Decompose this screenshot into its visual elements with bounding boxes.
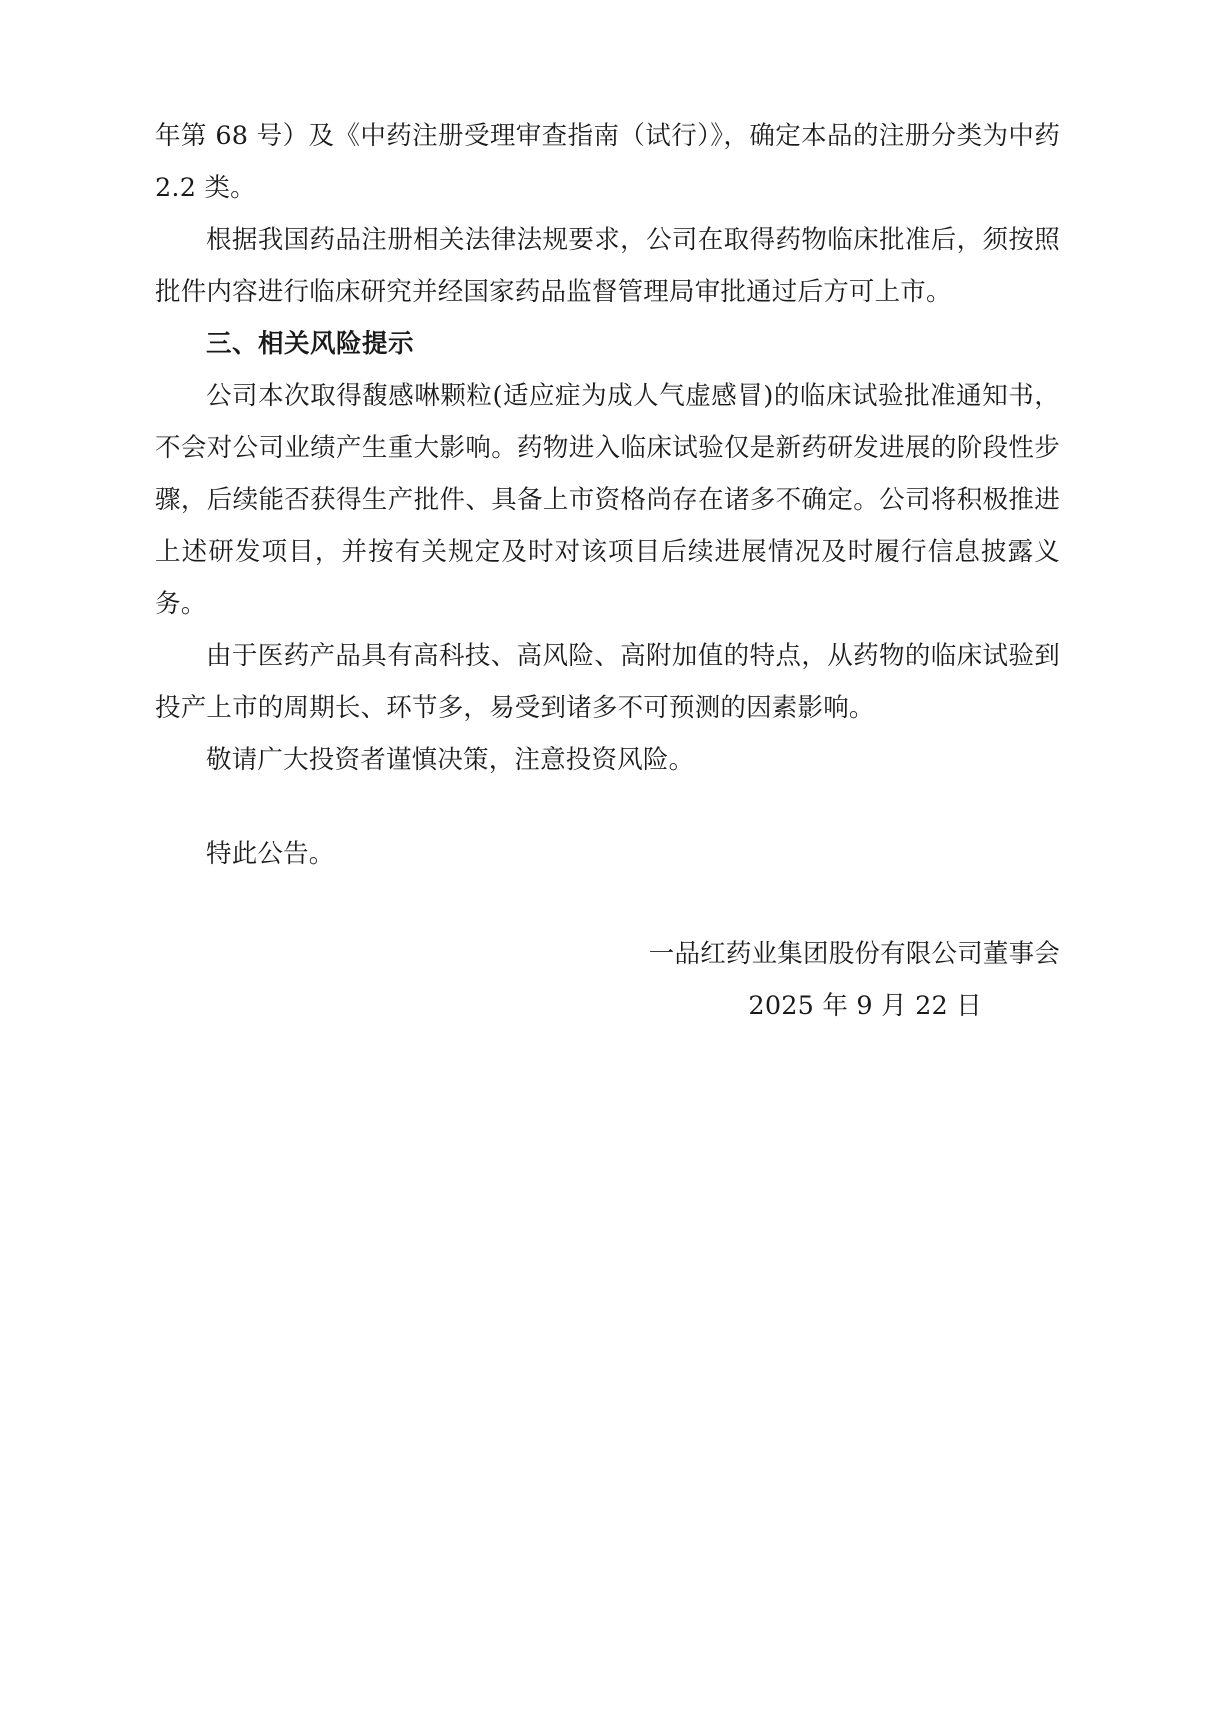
paragraph-continued-classification: 年第 68 号）及《中药注册受理审查指南（试行）》，确定本品的注册分类为中药 2.2 类。 (155, 121, 1060, 203)
document-content (155, 110, 1060, 1032)
signature-date: 2025 年 9 月 22 日 (748, 991, 982, 1021)
paragraph-risk-investor-advice: 敬请广大投资者谨慎决策，注意投资风险。 (206, 745, 695, 775)
paragraph-announcement-closing: 特此公告。 (206, 839, 335, 869)
signature-block (155, 928, 1060, 1032)
signature-company: 一品红药业集团股份有限公司董事会 (648, 939, 1060, 969)
paragraph-spacer (155, 786, 1060, 828)
section-heading-risk-notice: 三、相关风险提示 (206, 329, 415, 359)
paragraph-registration-requirement: 根据我国药品注册相关法律法规要求，公司在取得药物临床批准后，须按照批件内容进行临床研究并经国家药品监督管理局审批通过后方可上市。 (155, 225, 1060, 307)
paragraph-risk-industry-traits: 由于医药产品具有高科技、高风险、高附加值的特点，从药物的临床试验到投产上市的周期长、环节多，易受到诸多不可预测的因素影响。 (155, 641, 1060, 723)
paragraph-risk-no-major-impact: 公司本次取得馥感啉颗粒(适应症为成人气虚感冒)的临床试验批准通知书，不会对公司业绩产生重大影响。药物进入临床试验仅是新药研发进展的阶段性步骤，后续能否获得生产批件、具备上市资格尚存在诸多不确定。公司将积极推进上述研发项目，并按有关规定及时对该项目后续进展情况及时履行信息披露义务。 (155, 381, 1060, 619)
